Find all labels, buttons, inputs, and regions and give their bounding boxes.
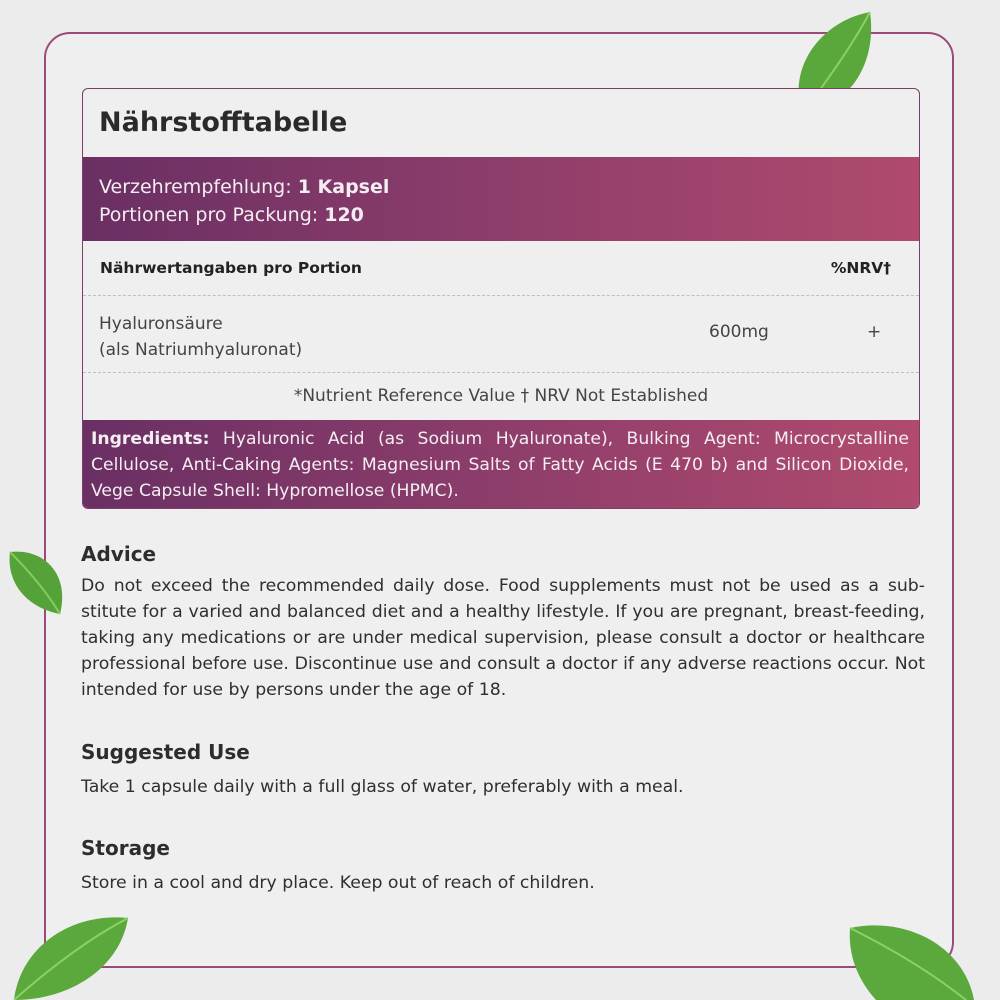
storage-heading: Storage xyxy=(81,836,170,860)
serving-value: 1 Kapsel xyxy=(297,176,390,198)
nutrient-amount: 600mg xyxy=(709,322,769,342)
portions-label: Portionen pro Packung: xyxy=(99,204,319,226)
serving-label: Verzehrempfehlung: xyxy=(99,176,292,198)
nutrient-name-line1: Hyaluronsäure xyxy=(99,314,223,334)
portions-line xyxy=(99,201,919,229)
header-nrv: %NRV† xyxy=(830,259,891,277)
serving-band xyxy=(83,157,919,241)
nutrition-table xyxy=(82,88,920,509)
ingredients-text: Hyaluronic Acid (as Sodium Hyaluronate), Bulking Agent: Microcrystalline Cellulose, Anti-Caking Agents: Magnesium Salts of Fatty Acids (E 470 b) and Silicon Dioxide, Vege Capsule Shell: Hypromellose (HPMC). xyxy=(91,429,909,501)
portions-value: 120 xyxy=(324,204,364,226)
header-nutrients: Nährwertangaben pro Portion xyxy=(100,259,362,277)
nutrient-name-line2: (als Natriumhyaluronat) xyxy=(99,340,303,360)
storage-text: Store in a cool and dry place. Keep out of reach of children. xyxy=(81,873,595,893)
ingredients-label: Ingredients: xyxy=(91,429,210,449)
table-title: Nährstofftabelle xyxy=(99,107,348,138)
nrv-note: *Nutrient Reference Value † NRV Not Established xyxy=(293,386,709,406)
table-row xyxy=(83,296,919,373)
leaf-icon xyxy=(10,908,130,1000)
leaf-icon xyxy=(846,916,976,1000)
advice-text: Do not exceed the recommended daily dose. Food supplements must not be used as a sub-stitute for a varied and balanced diet and a healthy lifestyle. If you are pregnant, breast-feeding, taking any medications or are under medical supervision, please consult a doctor or healthcare professional before use. Discontinue use and consult a doctor if any adverse reactions occur. Not intended for use by persons under the age of 18. xyxy=(81,576,925,700)
suggested-use-text: Take 1 capsule daily with a full glass of water, preferably with a meal. xyxy=(81,777,684,797)
serving-line xyxy=(99,173,919,201)
nutrient-nrv: + xyxy=(867,322,882,342)
table-header xyxy=(83,241,919,296)
suggested-use-heading: Suggested Use xyxy=(81,740,250,764)
advice-heading: Advice xyxy=(81,542,157,566)
ingredients-band xyxy=(83,420,919,509)
leaf-icon xyxy=(4,544,70,618)
nutrient-name xyxy=(99,311,302,363)
